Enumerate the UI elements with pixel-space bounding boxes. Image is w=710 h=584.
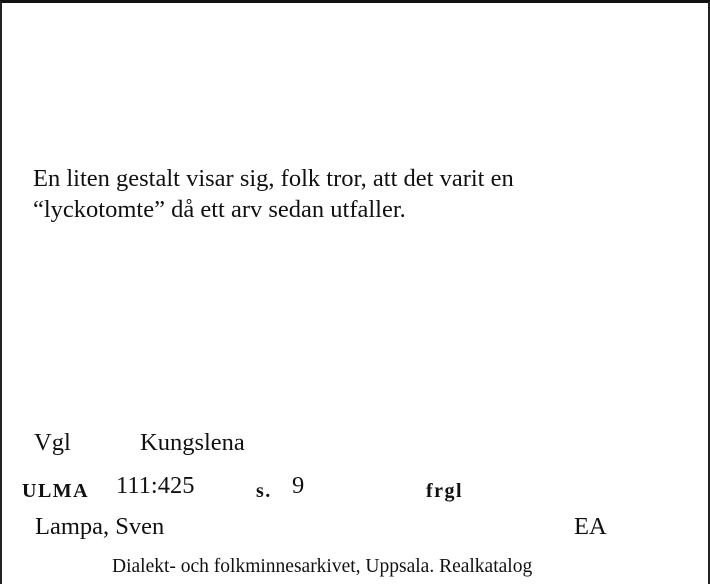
- record-text: [33, 163, 633, 225]
- parish: Kungslena: [140, 429, 245, 456]
- recorder-initials: EA: [574, 513, 607, 540]
- record-text-line: “lyckotomte” då ett arv sedan utfaller.: [33, 196, 406, 223]
- archive-number: 111:425: [116, 472, 195, 499]
- card-corner-gap: [2, 3, 38, 6]
- page-number: 9: [292, 472, 305, 499]
- province: Vgl: [34, 429, 71, 456]
- type-label: frgl: [426, 480, 464, 502]
- page-label: s.: [256, 480, 272, 502]
- record-text-line: En liten gestalt visar sig, folk tror, att det varit en: [33, 165, 514, 192]
- archive-label: ULMA: [22, 480, 90, 502]
- informant: Lampa, Sven: [35, 513, 165, 540]
- archive-footer: Dialekt- och folkminnesarkivet, Uppsala. Realkatalog: [112, 556, 533, 577]
